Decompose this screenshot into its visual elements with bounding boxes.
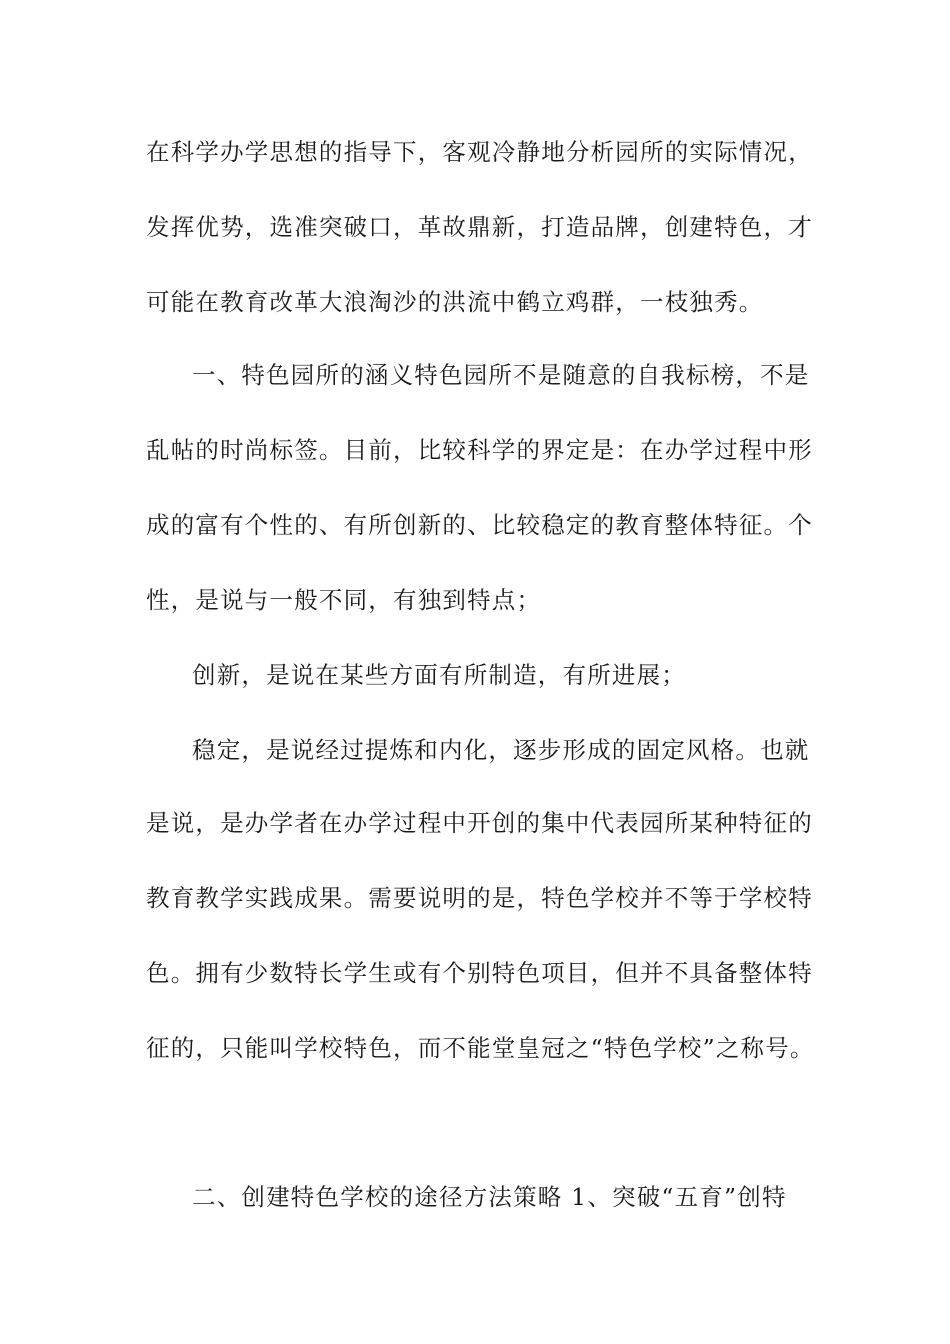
text-line: 乱帖的时尚标签。目前，比较科学的界定是：在办学过程中形 [146,436,813,464]
text-line: 可能在教育改革大浪淘沙的洪流中鹤立鸡群，一枝独秀。 [146,288,764,316]
text-line: 性，是说与一般不同，有独到特点； [146,586,542,614]
paragraph-start: 创新，是说在某些方面有所制造，有所进展； [192,661,686,689]
text-line: 教育教学实践成果。需要说明的是，特色学校并不等于学校特 [146,884,813,912]
text-line: 发挥优势，选准突破口，革故鼎新，打造品牌，创建特色，才 [146,213,813,241]
section-heading-2: 二、创建特色学校的途径方法策略 1、突破“五育”创特 [192,1183,787,1211]
text-line: 征的，只能叫学校特色，而不能堂皇冠之“特色学校”之称号。 [146,1034,815,1062]
paragraph-start: 稳定，是说经过提炼和内化，逐步形成的固定风格。也就 [192,736,810,764]
text-line: 是说，是办学者在办学过程中开创的集中代表园所某种特征的 [146,809,813,837]
text-line: 在科学办学思想的指导下，客观冷静地分析园所的实际情况， [146,138,813,166]
section-heading-1: 一、特色园所的涵义特色园所不是随意的自我标榜，不是 [192,361,810,389]
text-line: 色。拥有少数特长学生或有个别特色项目，但并不具备整体特 [146,959,813,987]
text-line: 成的富有个性的、有所创新的、比较稳定的教育整体特征。个 [146,511,813,539]
